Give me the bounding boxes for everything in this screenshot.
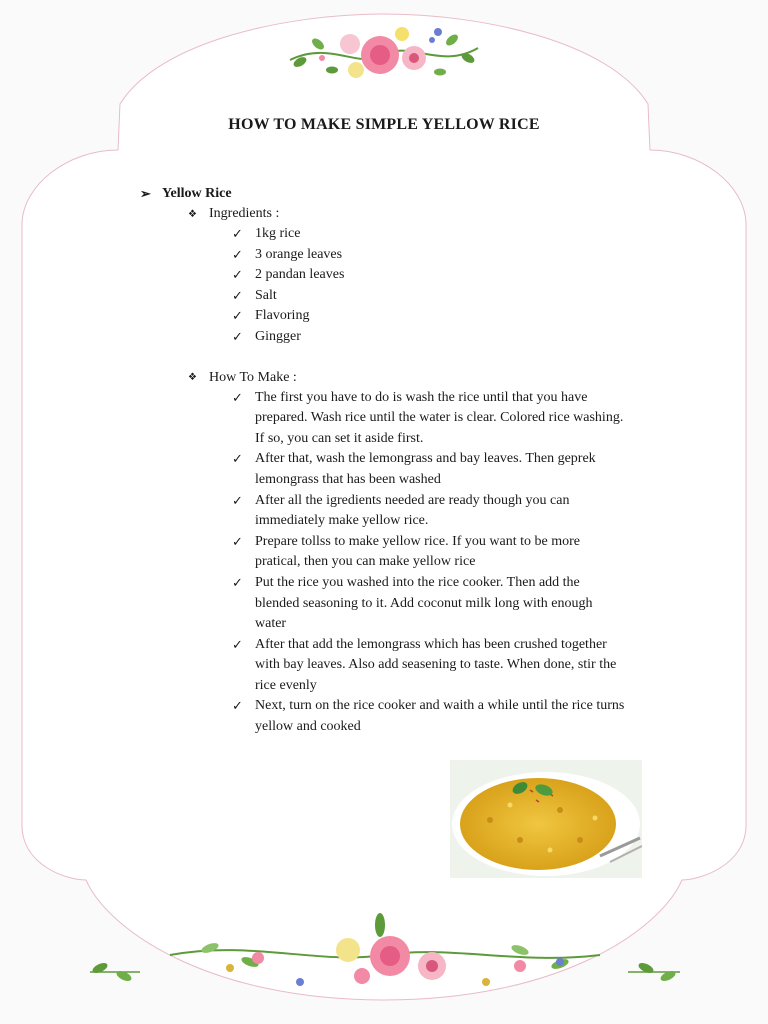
check-icon: ✓ [232,698,243,714]
ingredient-item [232,224,627,245]
ingredient-list [232,224,660,348]
check-icon: ✓ [232,492,243,508]
ingredient-item-text: 2 pandan leaves [255,267,345,283]
ingredient-item-text: 3 orange leaves [255,246,343,262]
step-item [232,532,627,573]
arrow-bullet-icon: ➢ [140,185,151,201]
page-title: HOW TO MAKE SIMPLE YELLOW RICE [228,116,540,133]
step-item-text: After all the igredients needed are ready though you can immediately make yellow rice. [255,492,570,529]
check-icon: ✓ [232,389,243,405]
how-to-label: How To Make : [209,369,297,385]
step-item-text: Prepare tollss to make yellow rice. If you want to be more pratical, then you can make yellow rice [255,533,581,570]
diamond-bullet-icon: ❖ [188,372,197,384]
ingredient-item [232,265,627,286]
step-item [232,388,627,450]
step-item-text: The first you have to do is wash the rice until that you have prepared. Wash rice until the water is clear. Colored rice washing. If so, you can set it aside first. [255,389,624,446]
diamond-bullet-icon: ❖ [188,208,197,220]
check-icon: ✓ [232,328,243,344]
recipe-section [140,183,660,738]
step-item-text: After that add the lemongrass which has been crushed together with bay leaves. Also add seasening to taste. When done, stir the rice evenly [255,636,617,693]
step-list [232,388,660,738]
how-to-heading [188,368,660,388]
step-item [232,635,627,697]
section-heading [140,183,660,204]
ingredient-item [232,245,627,266]
ingredients-heading [188,204,660,224]
check-icon: ✓ [232,267,243,283]
step-item [232,573,627,635]
step-item [232,449,627,490]
check-icon: ✓ [232,246,243,262]
section-heading-label: Yellow Rice [162,185,232,201]
check-icon: ✓ [232,636,243,652]
check-icon: ✓ [232,574,243,590]
ingredient-item-text: Salt [255,287,277,303]
step-item [232,491,627,532]
check-icon: ✓ [232,287,243,303]
step-item-text: Put the rice you washed into the rice cooker. Then add the blended seasoning to it. Add coconut milk long with enough water [255,574,593,632]
ingredient-item-text: 1kg rice [255,226,301,241]
ingredient-item [232,286,627,307]
ingredient-item-text: Gingger [255,328,301,344]
ingredient-item [232,306,627,327]
ingredient-item [232,327,627,348]
check-icon: ✓ [232,451,243,467]
ingredient-item-text: Flavoring [255,308,310,324]
yellow-rice-photo [450,760,642,878]
ingredients-label: Ingredients : [209,206,280,221]
check-icon: ✓ [232,226,243,241]
check-icon: ✓ [232,533,243,549]
step-item [232,696,627,737]
step-item-text: Next, turn on the rice cooker and waith a while until the rice turns yellow and cooked [255,698,625,735]
check-icon: ✓ [232,308,243,324]
step-item-text: After that, wash the lemongrass and bay leaves. Then geprek lemongrass that has been washed [255,451,596,487]
